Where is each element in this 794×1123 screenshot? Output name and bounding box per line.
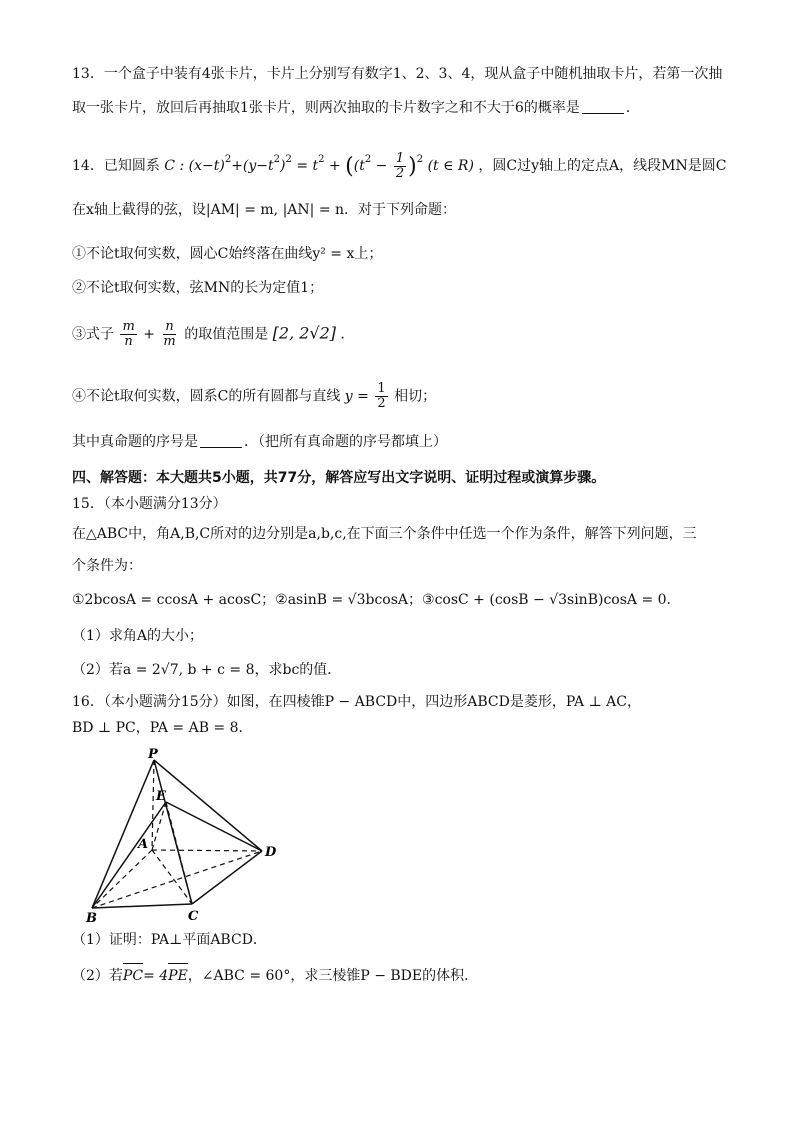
- section-heading: 四、解答题：本大题共5小题，共77分，解答应写出文字说明、证明过程或演算步骤。: [72, 470, 606, 486]
- q15-line2: 个条件为：: [72, 558, 142, 574]
- edge-PD: [154, 760, 262, 851]
- q14-line2: 在x轴上截得的弦，设|AM| = m, |AN| = n．对于下列命题：: [72, 202, 457, 218]
- answer-blank-14[interactable]: [200, 433, 242, 448]
- q14-equation: C : $(x-t)^2+(y-t^2)^2 = t^2 + ((t^2$ − $\frac{1}{2}$ )$^2$ (t ∈ R): [164, 150, 474, 181]
- frac-m-over-n: $\frac{m}{n}$: [122, 319, 135, 349]
- label-B: B: [86, 911, 97, 924]
- q13-line1: 13．一个盒子中装有4张卡片，卡片上分别写有数字1、2、3、4，现从盒子中随机抽取卡片，若第一次抽: [72, 66, 723, 82]
- label-C: C: [188, 909, 199, 924]
- q14-lead: 14．已知圆系: [72, 158, 160, 174]
- edge-PB: [92, 760, 154, 908]
- q14-prop2: ②不论t取何实数，弦MN的长为定值1；: [72, 280, 324, 296]
- edge-CD: [192, 851, 262, 904]
- q14-prop3: ③式子 $\frac{m}{n}$ + $\frac{n}{m}$ 的取值范围是 [2, 2√2] ．: [72, 319, 355, 349]
- frac-half: $\frac{1}{2}$: [395, 150, 405, 181]
- label-D: D: [265, 845, 277, 860]
- edge-PA: [152, 760, 154, 850]
- edge-BD: [92, 851, 262, 908]
- label-P: P: [148, 748, 158, 762]
- q14-prop4: ④不论t取何实数，圆系C的所有圆都与直线 y = $\frac{1}{2}$ 相切；: [72, 381, 437, 411]
- edge-BC: [92, 904, 192, 908]
- pyramid-figure: [80, 748, 290, 924]
- label-E: E: [156, 789, 166, 804]
- q15-head: 15．（本小题满分13分）: [72, 496, 227, 512]
- range-interval: [2, 2√2]: [272, 323, 337, 343]
- q16-sub1: （1）证明：PA⊥平面ABCD．: [72, 932, 267, 948]
- vector-PC: PC: [122, 968, 144, 984]
- q15-sub2: （2）若a = 2√7, b + c = 8，求bc的值．: [72, 662, 342, 678]
- q16-sub2: （2）若PC= 4PE，∠ABC = 60°，求三棱锥P − BDE的体积．: [72, 968, 479, 984]
- q13-line2-text: 取一张卡片，放回后再抽取1张卡片，则两次抽取的卡片数字之和不大于6的概率是: [72, 100, 580, 116]
- vector-PE: PE: [168, 968, 188, 984]
- edge-ED: [166, 802, 262, 851]
- label-A: A: [138, 837, 149, 852]
- q14-after-eq: ，圆C过y轴上的定点A，线段MN是圆C: [478, 158, 727, 174]
- q16-line2: BD ⊥ PC，PA = AB = 8．: [72, 720, 253, 736]
- q13-line2: [72, 98, 732, 118]
- answer-blank-13[interactable]: [582, 99, 624, 114]
- edge-AE: [152, 802, 166, 850]
- frac-n-over-m: $\frac{n}{m}$: [163, 319, 176, 349]
- q13-period: ．: [625, 100, 640, 116]
- q15-conditions: ①2bcosA = ccosA + acosC；②asinB = √3bcosA；③cosC + (cosB − √3sinB)cosA = 0．: [72, 592, 681, 608]
- q14-answer-line: 其中真命题的序号是 ．（把所有真命题的序号都填上）: [72, 434, 447, 450]
- q16-line1: 16．（本小题满分15分）如图，在四棱锥P − ABCD中，四边形ABCD是菱形，PA ⊥ AC，: [72, 694, 642, 710]
- q15-sub1: （1）求角A的大小；: [72, 628, 204, 644]
- q15-line1: 在△ABC中，角A,B,C所对的边分别是a,b,c,在下面三个条件中任选一个作为条件，解答下列问题，三: [72, 526, 697, 542]
- q14-prop1: ①不论t取何实数，圆心C始终落在曲线y² = x上；: [72, 246, 383, 262]
- frac-half-line: $\frac{1}{2}$: [377, 381, 386, 411]
- q14-line1: [72, 150, 732, 181]
- edge-AC: [152, 850, 192, 904]
- edge-AD: [152, 850, 262, 851]
- edge-AB: [92, 850, 152, 908]
